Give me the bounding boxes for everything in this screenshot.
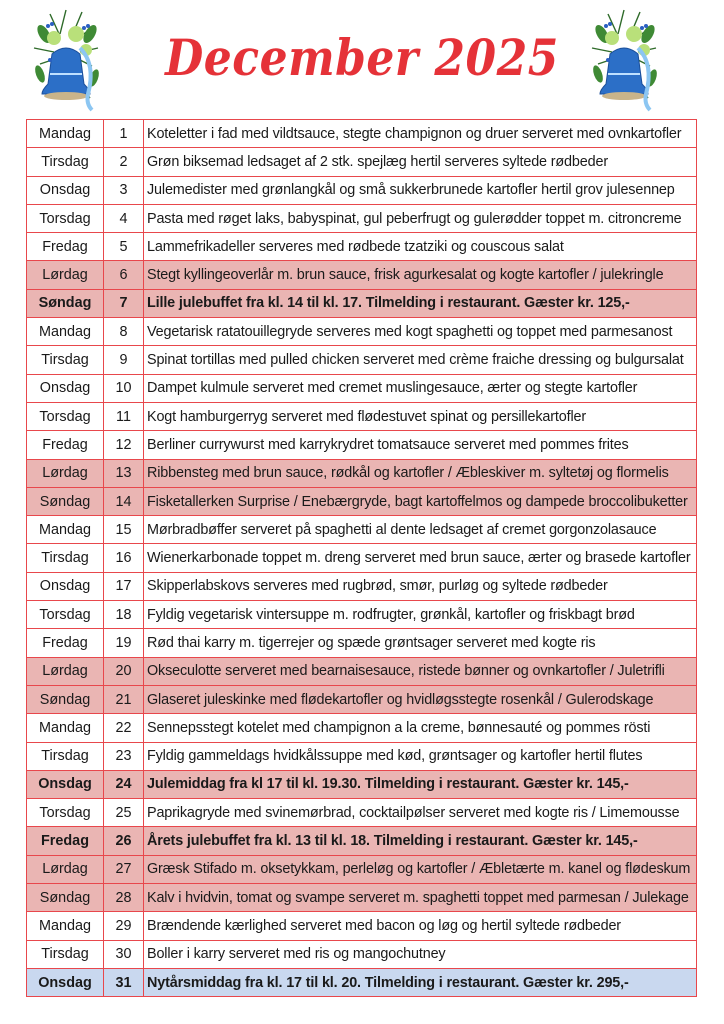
dish-cell: Fyldig vegetarisk vintersuppe m. rodfrugter, grønkål, kartofler og friskbagt brød <box>144 601 697 629</box>
day-cell: Søndag <box>27 884 104 912</box>
dish-cell: Koteletter i fad med vildtsauce, stegte champignon og druer serveret med ovnkartofler <box>144 120 697 148</box>
dish-cell: Julemedister med grønlangkål og små sukkerbrunede kartofler hertil grov julesennep <box>144 176 697 204</box>
date-cell: 9 <box>104 346 144 374</box>
menu-row <box>27 940 697 968</box>
dish-cell: Sennepsstegt kotelet med champignon a la creme, bønnesauté og pommes rösti <box>144 714 697 742</box>
menu-row <box>27 346 697 374</box>
day-cell: Lørdag <box>27 261 104 289</box>
dish-cell: Rød thai karry m. tigerrejer og spæde grøntsager serveret med kogte ris <box>144 629 697 657</box>
day-cell: Fredag <box>27 629 104 657</box>
dish-cell: Årets julebuffet fra kl. 13 til kl. 18. Tilmelding i restaurant. Gæster kr. 145,- <box>144 827 697 855</box>
date-cell: 1 <box>104 120 144 148</box>
menu-row <box>27 402 697 430</box>
menu-row <box>27 176 697 204</box>
menu-row <box>27 544 697 572</box>
menu-row <box>27 148 697 176</box>
menu-row <box>27 601 697 629</box>
menu-row <box>27 968 697 996</box>
menu-row <box>27 374 697 402</box>
menu-row <box>27 912 697 940</box>
day-cell: Mandag <box>27 318 104 346</box>
dish-cell: Nytårsmiddag fra kl. 17 til kl. 20. Tilmelding i restaurant. Gæster kr. 295,- <box>144 968 697 996</box>
dish-cell: Brændende kærlighed serveret med bacon og løg og hertil syltede rødbeder <box>144 912 697 940</box>
day-cell: Torsdag <box>27 799 104 827</box>
date-cell: 26 <box>104 827 144 855</box>
date-cell: 10 <box>104 374 144 402</box>
date-cell: 25 <box>104 799 144 827</box>
date-cell: 2 <box>104 148 144 176</box>
menu-row <box>27 714 697 742</box>
day-cell: Torsdag <box>27 204 104 232</box>
dish-cell: Fyldig gammeldags hvidkålssuppe med kød, grøntsager og kartofler hertil flutes <box>144 742 697 770</box>
day-cell: Onsdag <box>27 572 104 600</box>
menu-row <box>27 855 697 883</box>
menu-row <box>27 431 697 459</box>
menu-row <box>27 516 697 544</box>
day-cell: Lørdag <box>27 855 104 883</box>
date-cell: 12 <box>104 431 144 459</box>
menu-row <box>27 657 697 685</box>
dish-cell: Kogt hamburgerryg serveret med flødestuvet spinat og persillekartofler <box>144 402 697 430</box>
date-cell: 18 <box>104 601 144 629</box>
dish-cell: Okseculotte serveret med bearnaisesauce, ristede bønner og ovnkartofler / Juletrifli <box>144 657 697 685</box>
day-cell: Mandag <box>27 120 104 148</box>
day-cell: Lørdag <box>27 459 104 487</box>
menu-row <box>27 318 697 346</box>
dish-cell: Berliner currywurst med karrykrydret tomatsauce serveret med pommes frites <box>144 431 697 459</box>
day-cell: Mandag <box>27 516 104 544</box>
dish-cell: Boller i karry serveret med ris og mangochutney <box>144 940 697 968</box>
menu-row <box>27 742 697 770</box>
date-cell: 7 <box>104 289 144 317</box>
date-cell: 8 <box>104 318 144 346</box>
dish-cell: Skipperlabskovs serveres med rugbrød, smør, purløg og syltede rødbeder <box>144 572 697 600</box>
day-cell: Onsdag <box>27 374 104 402</box>
dish-cell: Pasta med røget laks, babyspinat, gul peberfrugt og gulerødder toppet m. citroncreme <box>144 204 697 232</box>
christmas-bell-icon <box>588 4 660 118</box>
dish-cell: Wienerkarbonade toppet m. dreng serveret med brun sauce, ærter og brasede kartofler <box>144 544 697 572</box>
date-cell: 3 <box>104 176 144 204</box>
menu-row <box>27 120 697 148</box>
date-cell: 22 <box>104 714 144 742</box>
date-cell: 5 <box>104 233 144 261</box>
dish-cell: Vegetarisk ratatouillegryde serveres med kogt spaghetti og toppet med parmesanost <box>144 318 697 346</box>
date-cell: 13 <box>104 459 144 487</box>
day-cell: Onsdag <box>27 968 104 996</box>
dish-cell: Stegt kyllingeoverlår m. brun sauce, frisk agurkesalat og kogte kartofler / julekringle <box>144 261 697 289</box>
page-title: December 2025 <box>165 30 559 88</box>
date-cell: 31 <box>104 968 144 996</box>
dish-cell: Mørbradbøffer serveret på spaghetti al dente ledsaget af cremet gorgonzolasauce <box>144 516 697 544</box>
menu-row <box>27 884 697 912</box>
dish-cell: Kalv i hvidvin, tomat og svampe serveret m. spaghetti toppet med parmesan / Julekage <box>144 884 697 912</box>
day-cell: Mandag <box>27 912 104 940</box>
dish-cell: Fisketallerken Surprise / Enebærgryde, bagt kartoffelmos og dampede broccolibuketter <box>144 487 697 515</box>
date-cell: 14 <box>104 487 144 515</box>
day-cell: Tirsdag <box>27 544 104 572</box>
day-cell: Onsdag <box>27 176 104 204</box>
day-cell: Tirsdag <box>27 940 104 968</box>
dish-cell: Grøn biksemad ledsaget af 2 stk. spejlæg hertil serveres syltede rødbeder <box>144 148 697 176</box>
date-cell: 23 <box>104 742 144 770</box>
menu-row <box>27 289 697 317</box>
dish-cell: Spinat tortillas med pulled chicken serveret med crème fraiche dressing og bulgursalat <box>144 346 697 374</box>
day-cell: Søndag <box>27 487 104 515</box>
page-header <box>0 0 724 119</box>
date-cell: 21 <box>104 685 144 713</box>
day-cell: Fredag <box>27 827 104 855</box>
menu-row <box>27 629 697 657</box>
date-cell: 24 <box>104 770 144 798</box>
menu-row <box>27 487 697 515</box>
day-cell: Fredag <box>27 233 104 261</box>
dish-cell: Græsk Stifado m. oksetykkam, perleløg og kartofler / Æbletærte m. kanel og flødeskum <box>144 855 697 883</box>
day-cell: Onsdag <box>27 770 104 798</box>
dish-cell: Julemiddag fra kl 17 til kl. 19.30. Tilmelding i restaurant. Gæster kr. 145,- <box>144 770 697 798</box>
day-cell: Fredag <box>27 431 104 459</box>
menu-table <box>26 119 697 997</box>
day-cell: Søndag <box>27 685 104 713</box>
day-cell: Mandag <box>27 714 104 742</box>
dish-cell: Lille julebuffet fra kl. 14 til kl. 17. Tilmelding i restaurant. Gæster kr. 125,- <box>144 289 697 317</box>
date-cell: 29 <box>104 912 144 940</box>
date-cell: 27 <box>104 855 144 883</box>
date-cell: 19 <box>104 629 144 657</box>
day-cell: Lørdag <box>27 657 104 685</box>
date-cell: 17 <box>104 572 144 600</box>
menu-row <box>27 204 697 232</box>
dish-cell: Glaseret juleskinke med flødekartofler og hvidløgsstegte rosenkål / Gulerodskage <box>144 685 697 713</box>
menu-row <box>27 685 697 713</box>
day-cell: Torsdag <box>27 601 104 629</box>
date-cell: 20 <box>104 657 144 685</box>
day-cell: Torsdag <box>27 402 104 430</box>
date-cell: 11 <box>104 402 144 430</box>
day-cell: Tirsdag <box>27 148 104 176</box>
menu-table-body <box>27 120 697 997</box>
date-cell: 30 <box>104 940 144 968</box>
menu-row <box>27 799 697 827</box>
date-cell: 16 <box>104 544 144 572</box>
date-cell: 15 <box>104 516 144 544</box>
menu-row <box>27 233 697 261</box>
menu-row <box>27 770 697 798</box>
date-cell: 4 <box>104 204 144 232</box>
date-cell: 6 <box>104 261 144 289</box>
day-cell: Tirsdag <box>27 346 104 374</box>
menu-row <box>27 572 697 600</box>
dish-cell: Dampet kulmule serveret med cremet muslingesauce, ærter og stegte kartofler <box>144 374 697 402</box>
dish-cell: Lammefrikadeller serveres med rødbede tzatziki og couscous salat <box>144 233 697 261</box>
menu-row <box>27 827 697 855</box>
menu-row <box>27 261 697 289</box>
dish-cell: Paprikagryde med svinemørbrad, cocktailpølser serveret med kogte ris / Limemousse <box>144 799 697 827</box>
day-cell: Tirsdag <box>27 742 104 770</box>
dish-cell: Ribbensteg med brun sauce, rødkål og kartofler / Æbleskiver m. syltetøj og flormelis <box>144 459 697 487</box>
day-cell: Søndag <box>27 289 104 317</box>
menu-row <box>27 459 697 487</box>
date-cell: 28 <box>104 884 144 912</box>
